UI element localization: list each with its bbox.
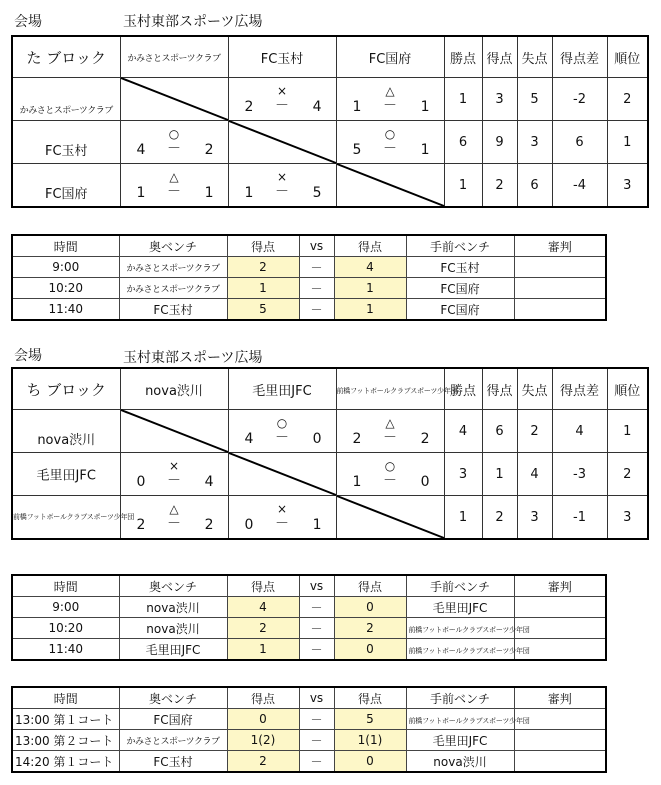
score-cell: 2: [227, 257, 299, 278]
team-cell: nova渋川: [119, 618, 227, 639]
team-cell: 前橋フットボールクラブスポーツ少年団: [406, 709, 514, 730]
self-match-cell: [336, 496, 444, 540]
col-vs: vs: [299, 687, 334, 709]
match-result-cell: △ 2 － 2: [336, 410, 444, 453]
score-cell: 2: [227, 751, 299, 773]
time-cell: 9:00: [12, 597, 119, 618]
table-row: [12, 257, 606, 278]
score-cell: 1(2): [227, 730, 299, 751]
col-back-bench: 奥ベンチ: [119, 235, 227, 257]
schedule-table-chi: [11, 574, 607, 661]
team-cell: FC国府: [119, 709, 227, 730]
result-mark: ○: [276, 416, 288, 430]
time-cell: 14:20 第１コート: [12, 751, 119, 773]
col-time: 時間: [12, 235, 119, 257]
stat-goals-for: 1: [482, 453, 517, 496]
team-cell: 毛里田JFC: [406, 730, 514, 751]
col-score: 得点: [227, 235, 299, 257]
result-mark: ○: [384, 127, 396, 141]
col-time: 時間: [12, 687, 119, 709]
stat-header: 順位: [607, 36, 648, 78]
stat-goal-diff: -3: [552, 453, 607, 496]
team-cell: nova渋川: [406, 751, 514, 773]
stat-header: 失点: [517, 36, 552, 78]
referee-cell: [514, 751, 606, 773]
team-row-header: 前橋フットボールクラブスポーツ少年団: [12, 496, 120, 540]
schedule-header-row: [12, 687, 606, 709]
time-cell: 10:20: [12, 278, 119, 299]
table-row: [12, 730, 606, 751]
self-match-cell: [336, 164, 444, 208]
match-result-cell: △ 2 － 2: [120, 496, 228, 540]
team-col-header: 毛里田JFC: [228, 368, 336, 410]
table-row: [12, 709, 606, 730]
venue-name: 玉村東部スポーツ広場: [123, 14, 263, 30]
col-front-bench: 手前ベンチ: [406, 687, 514, 709]
col-referee: 審判: [514, 235, 606, 257]
result-mark: △: [169, 170, 179, 184]
schedule-header-row: [12, 235, 606, 257]
team-col-header: 前橋フットボールクラブスポーツ少年団: [336, 368, 444, 410]
score-cell: 1: [227, 278, 299, 299]
match-result-cell: ○ 4 － 2: [120, 121, 228, 164]
team-cell: 毛里田JFC: [406, 597, 514, 618]
team-cell: FC玉村: [119, 751, 227, 773]
time-cell: 10:20: [12, 618, 119, 639]
match-result-cell: × 2 － 4: [228, 78, 336, 121]
time-cell: 13:00 第２コート: [12, 730, 119, 751]
col-vs: vs: [299, 235, 334, 257]
table-row: [12, 299, 606, 321]
team-row-header: nova渋川: [12, 410, 120, 453]
stat-header: 得点: [482, 36, 517, 78]
stat-goals-for: 9: [482, 121, 517, 164]
time-cell: 11:40: [12, 639, 119, 661]
team-row-header: かみさとスポーツクラブ: [12, 78, 120, 121]
block-title: た ブロック: [12, 36, 120, 78]
vs-cell: －: [299, 597, 334, 618]
stat-goals-against: 3: [517, 121, 552, 164]
time-cell: 13:00 第１コート: [12, 709, 119, 730]
vs-cell: －: [299, 299, 334, 321]
match-result-cell: ○ 4 － 0: [228, 410, 336, 453]
result-mark: ×: [168, 459, 180, 473]
stat-rank: 1: [607, 410, 648, 453]
col-front-bench: 手前ベンチ: [406, 575, 514, 597]
schedule-header-row: [12, 575, 606, 597]
result-mark: ×: [276, 502, 288, 516]
team-cell: nova渋川: [119, 597, 227, 618]
table-row: [12, 597, 606, 618]
score-cell: 1: [334, 299, 406, 321]
self-match-cell: [120, 410, 228, 453]
score-cell: 0: [334, 639, 406, 661]
vs-cell: －: [299, 730, 334, 751]
venue-label: 会場: [14, 348, 42, 364]
venue-label: 会場: [14, 14, 42, 30]
team-cell: FC国府: [406, 278, 514, 299]
stat-header: 勝点: [444, 368, 482, 410]
stat-points: 4: [444, 410, 482, 453]
col-front-bench: 手前ベンチ: [406, 235, 514, 257]
referee-cell: [514, 278, 606, 299]
team-cell: かみさとスポーツクラブ: [119, 257, 227, 278]
stat-goal-diff: -4: [552, 164, 607, 208]
stat-rank: 3: [607, 164, 648, 208]
team-cell: FC玉村: [406, 257, 514, 278]
match-result-cell: △ 1 － 1: [336, 78, 444, 121]
schedule-table-final: [11, 686, 607, 773]
score-cell: 5: [334, 709, 406, 730]
col-time: 時間: [12, 575, 119, 597]
block-title: ち ブロック: [12, 368, 120, 410]
result-mark: ○: [384, 459, 396, 473]
stat-goal-diff: -2: [552, 78, 607, 121]
stat-points: 1: [444, 496, 482, 540]
score-cell: 4: [227, 597, 299, 618]
match-result-cell: △ 1 － 1: [120, 164, 228, 208]
score-cell: 0: [227, 709, 299, 730]
stat-goals-against: 6: [517, 164, 552, 208]
col-referee: 審判: [514, 575, 606, 597]
col-score: 得点: [334, 575, 406, 597]
score-cell: 5: [227, 299, 299, 321]
stat-rank: 1: [607, 121, 648, 164]
result-mark: ○: [168, 127, 180, 141]
stat-goal-diff: 6: [552, 121, 607, 164]
match-result-cell: ○ 1 － 0: [336, 453, 444, 496]
vs-cell: －: [299, 618, 334, 639]
team-col-header: FC国府: [336, 36, 444, 78]
col-score: 得点: [334, 687, 406, 709]
result-mark: △: [385, 84, 395, 98]
vs-cell: －: [299, 257, 334, 278]
team-col-header: かみさとスポーツクラブ: [120, 36, 228, 78]
stat-goals-against: 4: [517, 453, 552, 496]
venue-name: 玉村東部スポーツ広場: [123, 350, 263, 366]
score-cell: 0: [334, 597, 406, 618]
stat-header: 得点差: [552, 368, 607, 410]
referee-cell: [514, 597, 606, 618]
stat-goals-for: 2: [482, 496, 517, 540]
stat-rank: 2: [607, 78, 648, 121]
stat-rank: 3: [607, 496, 648, 540]
result-mark: ×: [276, 84, 288, 98]
league-table-chi: [11, 367, 649, 540]
team-cell: かみさとスポーツクラブ: [119, 278, 227, 299]
match-result-cell: × 0 － 4: [120, 453, 228, 496]
stat-goals-for: 3: [482, 78, 517, 121]
team-row-header: FC玉村: [12, 121, 120, 164]
stat-header: 勝点: [444, 36, 482, 78]
stat-header: 順位: [607, 368, 648, 410]
stat-points: 1: [444, 78, 482, 121]
stat-goals-against: 3: [517, 496, 552, 540]
col-score: 得点: [227, 575, 299, 597]
vs-cell: －: [299, 639, 334, 661]
referee-cell: [514, 257, 606, 278]
self-match-cell: [120, 78, 228, 121]
team-row-header: FC国府: [12, 164, 120, 208]
team-col-header: nova渋川: [120, 368, 228, 410]
result-mark: ×: [276, 170, 288, 184]
score-cell: 1(1): [334, 730, 406, 751]
team-cell: 前橋フットボールクラブスポーツ少年団: [406, 639, 514, 661]
score-cell: 2: [334, 618, 406, 639]
team-col-header: FC玉村: [228, 36, 336, 78]
score-cell: 0: [334, 751, 406, 773]
match-result-cell: × 1 － 5: [228, 164, 336, 208]
team-cell: 毛里田JFC: [119, 639, 227, 661]
result-mark: △: [385, 416, 395, 430]
self-match-cell: [228, 121, 336, 164]
stat-header: 失点: [517, 368, 552, 410]
col-back-bench: 奥ベンチ: [119, 687, 227, 709]
score-cell: 1: [227, 639, 299, 661]
stat-points: 3: [444, 453, 482, 496]
league-table-ta: [11, 35, 649, 208]
col-back-bench: 奥ベンチ: [119, 575, 227, 597]
col-score: 得点: [334, 235, 406, 257]
vs-cell: －: [299, 278, 334, 299]
col-score: 得点: [227, 687, 299, 709]
team-cell: FC玉村: [119, 299, 227, 321]
team-cell: かみさとスポーツクラブ: [119, 730, 227, 751]
result-mark: △: [169, 502, 179, 516]
table-row: [12, 618, 606, 639]
referee-cell: [514, 730, 606, 751]
stat-goals-for: 2: [482, 164, 517, 208]
stat-goals-for: 6: [482, 410, 517, 453]
time-cell: 9:00: [12, 257, 119, 278]
table-row: [12, 639, 606, 661]
col-referee: 審判: [514, 687, 606, 709]
referee-cell: [514, 299, 606, 321]
col-vs: vs: [299, 575, 334, 597]
score-cell: 2: [227, 618, 299, 639]
stat-points: 6: [444, 121, 482, 164]
vs-cell: －: [299, 751, 334, 773]
schedule-table-ta: [11, 234, 607, 321]
table-row: [12, 751, 606, 773]
stat-points: 1: [444, 164, 482, 208]
time-cell: 11:40: [12, 299, 119, 321]
vs-cell: －: [299, 709, 334, 730]
stat-goals-against: 5: [517, 78, 552, 121]
score-cell: 4: [334, 257, 406, 278]
stat-goal-diff: -1: [552, 496, 607, 540]
team-cell: FC国府: [406, 299, 514, 321]
stat-rank: 2: [607, 453, 648, 496]
stat-header: 得点差: [552, 36, 607, 78]
team-row-header: 毛里田JFC: [12, 453, 120, 496]
stat-goals-against: 2: [517, 410, 552, 453]
stat-header: 得点: [482, 368, 517, 410]
team-cell: 前橋フットボールクラブスポーツ少年団: [406, 618, 514, 639]
match-result-cell: × 0 － 1: [228, 496, 336, 540]
stat-goal-diff: 4: [552, 410, 607, 453]
self-match-cell: [228, 453, 336, 496]
score-cell: 1: [334, 278, 406, 299]
match-result-cell: ○ 5 － 1: [336, 121, 444, 164]
table-row: [12, 278, 606, 299]
